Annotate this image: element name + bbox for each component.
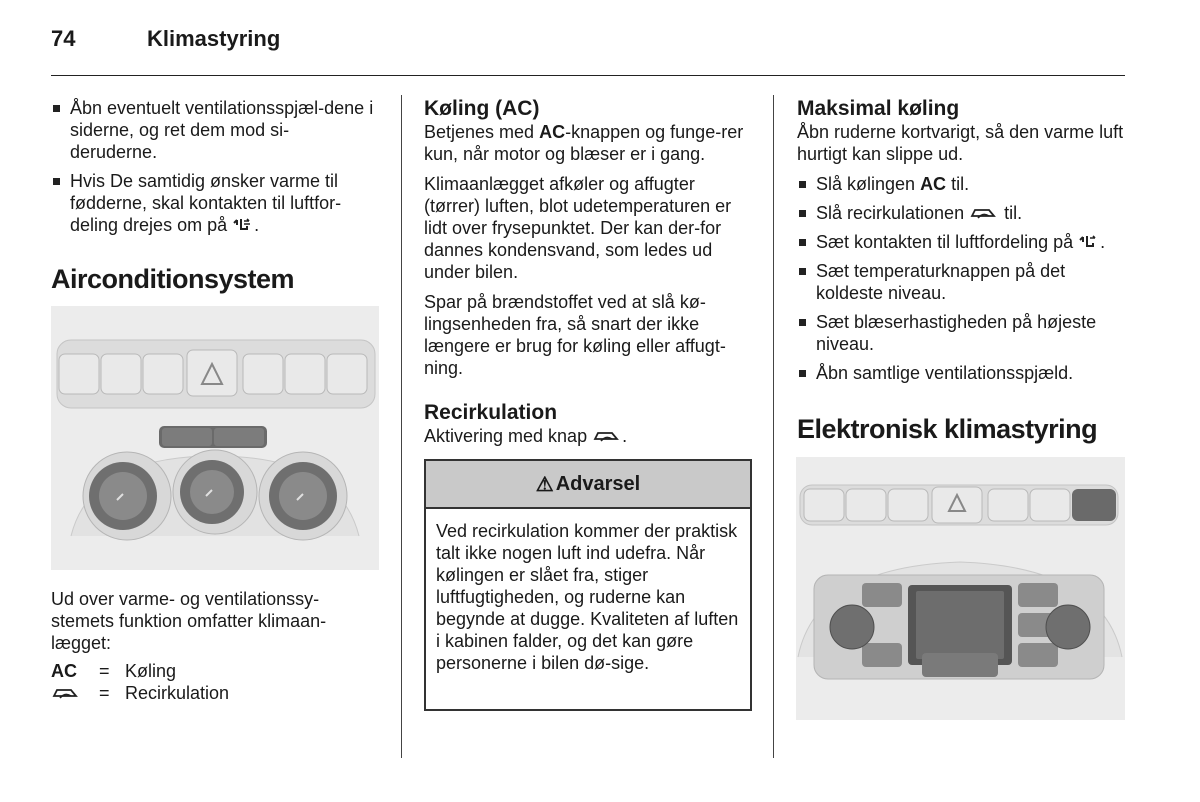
column-divider-2 [773,95,774,758]
list-item: Sæt kontakten til luftfordeling på . [797,231,1127,253]
list-item: Sæt blæserhastigheden på højeste niveau. [797,311,1127,355]
section-heading-max-cooling: Maksimal køling [797,97,960,120]
definition-list [51,660,229,704]
list-item: Slå recirkulationen til. [797,202,1127,224]
warning-box [424,459,752,711]
recirculation-icon [592,428,622,444]
warning-header [426,461,750,509]
cooling-paragraph-3: Spar på brændstoffet ved at slå kø-lingsenheden fra, så snart der ikke længere er brug for køling eller affugt-ning. [424,292,726,378]
footwell-distribution-icon [1078,234,1100,250]
cooling-paragraph-1: Betjenes med AC-knappen og funge-rer kun, når motor og blæser er i gang. [424,122,744,164]
max-cooling-intro: Åbn ruderne kortvarigt, så den varme luft hurtigt kan slippe ud. [797,122,1124,164]
column-2 [424,97,752,387]
footwell-distribution-icon [232,217,254,233]
column-3 [797,97,1127,391]
page-number: 74 [51,26,76,51]
list-item: Slå kølingen AC til. [797,173,1127,195]
list-item: Hvis De samtidig ønsker varme til fødderne, skal kontakten til luftfor-deling drejes om på . [51,170,376,236]
electronic-climate-panel-image [796,457,1125,720]
section-heading-cooling: Køling (AC) [424,97,540,120]
list-item: Åbn eventuelt ventilationsspjæl-dene i siderne, og ret dem mod si-deruderne. [51,97,376,163]
header-rule [51,75,1125,76]
manual-climate-panel-image [51,306,379,570]
recirculation-icon [969,205,999,221]
aircondition-intro: Ud over varme- og ventilationssy-stemets funktion omfatter klimaan-lægget: [51,589,327,653]
warning-icon: ⚠ [535,473,554,496]
list-item: Sæt temperaturknappen på det koldeste niveau. [797,260,1127,304]
definition-ac: AC = Køling [51,661,177,681]
section-heading-recirculation: Recirkulation [424,401,558,424]
page-title: Klimastyring [147,26,281,51]
column-divider-1 [401,95,402,758]
cooling-paragraph-2: Klimaanlægget afkøler og affugter (tørrer) luften, blot udetemperaturen er lidt over frysepunktet. Der kan der-for dannes kondensvand, som ledes ud under bilen. [424,174,732,282]
warning-title: Advarsel [555,472,641,495]
list-item: Åbn samtlige ventilationsspjæld. [797,362,1127,384]
column-1 [51,97,376,243]
definition-recirculation: = Recirkulation [51,682,229,704]
recirculation-section: Recirkulation Aktivering med knap . [424,401,752,455]
section-heading-electronic-climate: Elektronisk klimastyring [797,414,1098,444]
recirculation-icon [51,685,81,701]
warning-body: Ved recirkulation kommer der praktisk talt ikke nogen luft ind udefra. Når kølingen er slået fra, stiger luftfugtigheden, og ruderne kan begynde at dugge. Kvaliteten af luften i kabinen falder, og det kan gøre personerne i bilen dø-sige. [436,521,739,673]
section-heading-aircondition: Airconditionsystem [51,264,295,294]
